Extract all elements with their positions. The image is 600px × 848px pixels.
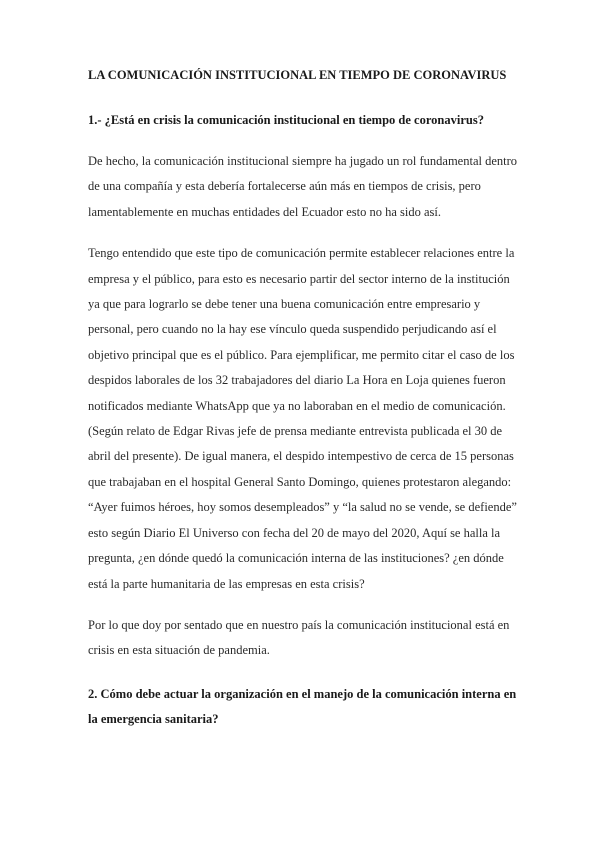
section-2-heading: 2. Cómo debe actuar la organización en el manejo de la comunicación interna en la emergencia sanitaria?: [88, 686, 517, 727]
section-1-paragraph-2: Tengo entendido que este tipo de comunicación permite establecer relaciones entre la empresa y el público, para esto es necesario partir del sector interno de la institución ya que para lograrlo se debe tener una buena comunicación entre empresario y personal, pero cuando no la hay ese vínculo queda suspendido perjudicando así el objetivo principal que es el público. Para ejemplificar, me permito citar el caso de los despidos laborales de los 32 trabajadores del diario La Hora en Loja quienes fueron notificados mediante WhatsApp que ya no laboraban en el medio de comunicación. (Según relato de Edgar Rivas jefe de prensa mediante entrevista publicada el 30 de abril del presente). De igual manera, el despido intempestivo de cerca de 15 personas que trabajaban en el hospital General Santo Domingo, quienes protestaron alegando: “Ayer fuimos héroes, hoy somos desempleados” y “la salud no se vende, se defiende” esto según Diario El Universo con fecha del 20 de mayo del 2020, Aquí se halla la pregunta, ¿en dónde quedó la comunicación interna de las instituciones? ¿en dónde está la parte humanitaria de las empresas en esta crisis?: [88, 246, 517, 591]
section-1-paragraph-3: Por lo que doy por sentado que en nuestro país la comunicación institucional está en crisis en esta situación de pandemia.: [88, 617, 510, 658]
section-1-paragraph-1: De hecho, la comunicación institucional siempre ha jugado un rol fundamental dentro de una compañía y esta debería fortalecerse aún más en tiempos de crisis, pero lamentablemente en muchas entidades del Ecuador esto no ha sido así.: [88, 154, 518, 219]
section-1-heading: 1.- ¿Está en crisis la comunicación institucional en tiempo de coronavirus?: [88, 113, 484, 127]
document-title: LA COMUNICACIÓN INSTITUCIONAL EN TIEMPO DE CORONAVIRUS: [88, 68, 507, 82]
